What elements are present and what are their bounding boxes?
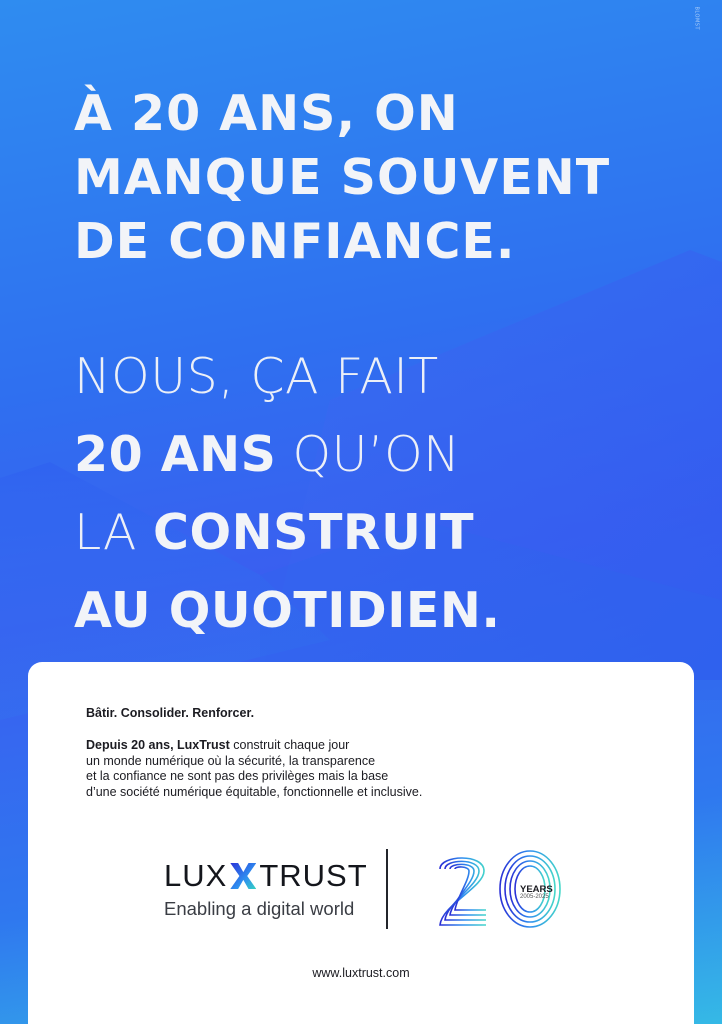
subheadline-line-1-text: NOUS, ÇA FAIT xyxy=(74,348,439,405)
anniversary-range-label: 2005-2025 xyxy=(520,894,549,900)
headline-line-1: À 20 ANS, ON xyxy=(74,85,459,142)
subheadline-line-2-light: QU’ON xyxy=(276,426,461,483)
subheadline-line-3 xyxy=(74,494,501,572)
subheadline-line-2 xyxy=(74,416,501,494)
website-link[interactable]: www.luxtrust.com xyxy=(312,966,410,980)
card-body-bold: Depuis 20 ans, LuxTrust xyxy=(86,738,230,752)
card-body-line-3: et la confiance ne sont pas des privilèges mais la base xyxy=(86,769,389,783)
logo-wordmark xyxy=(164,858,368,894)
card-body-text xyxy=(86,738,506,800)
side-credit: BLOMST xyxy=(694,6,700,30)
luxtrust-logo xyxy=(164,858,368,920)
subheadline-line-3-light: LA xyxy=(74,504,154,561)
logo-trust: TRUST xyxy=(259,858,368,893)
card-body-line-1 xyxy=(86,738,506,754)
logo-divider xyxy=(386,849,388,929)
headline xyxy=(74,82,610,274)
card-body-line-1-rest: construit chaque jour xyxy=(229,738,350,752)
subheadline-line-4-bold: AU QUOTIDIEN. xyxy=(74,582,501,639)
headline-line-3: DE CONFIANCE. xyxy=(74,213,516,270)
card-body-line-4: d’une société numérique équitable, fonctionnelle et inclusive. xyxy=(86,784,423,799)
card-tagline: Bâtir. Consolider. Renforcer. xyxy=(86,706,255,720)
anniversary-years-label: YEARS xyxy=(520,884,553,895)
subheadline-line-1 xyxy=(74,338,501,416)
subheadline-line-3-bold: CONSTRUIT xyxy=(153,504,475,561)
card-body-line-2: un monde numérique où la sécurité, la transparence xyxy=(86,753,376,768)
logo-lux: LUX xyxy=(164,858,228,893)
headline-line-2: MANQUE SOUVENT xyxy=(74,149,611,206)
logo-x-icon xyxy=(230,863,256,889)
logo-subtitle: Enabling a digital world xyxy=(164,898,355,919)
subheadline xyxy=(74,338,501,650)
subheadline-line-4 xyxy=(74,572,501,650)
info-card xyxy=(28,662,694,1024)
subheadline-line-2-bold: 20 ANS xyxy=(74,426,277,483)
